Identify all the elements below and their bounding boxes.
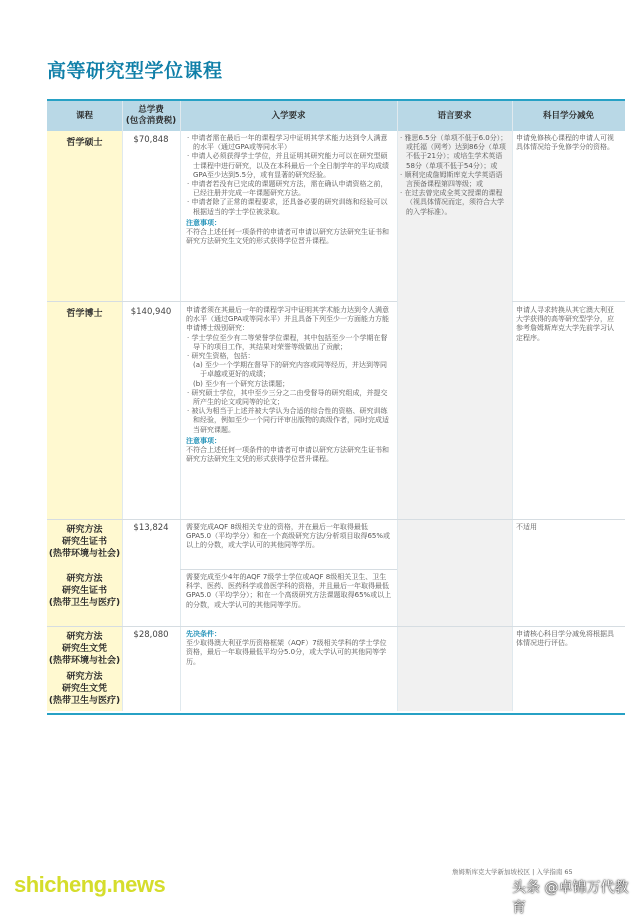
column-divider bbox=[397, 101, 398, 711]
table-header bbox=[47, 101, 625, 131]
note-text: 不符合上述任何一项条件的申请者可申请以研究方法研究生证书和研究方法研究生文凭的形式获得学位晋升课程。 bbox=[186, 446, 389, 464]
list-item: · 研究生资格，包括： bbox=[187, 352, 255, 361]
entry-text: 至少取得澳大利亚学历资格框架（AQF）7级相关学科的学士学位资格，最后一年取得最低平均分5.0分，或大学认可的其他同等学历。 bbox=[186, 639, 387, 666]
exemption-phd: 申请人寻求转换从其它澳大利亚大学获得的高等研究型学分，应参考詹姆斯库克大学先前学习认定程序。 bbox=[516, 306, 614, 342]
entry-mphil bbox=[186, 134, 392, 246]
fee-gd: $28,080 bbox=[133, 630, 169, 640]
row-divider bbox=[180, 569, 397, 570]
program-gd-env: 研究方法 研究生文凭 (热带环境与社会) bbox=[48, 632, 121, 666]
row-divider bbox=[512, 301, 625, 302]
language-column-bg bbox=[397, 131, 512, 711]
column-divider bbox=[512, 101, 513, 711]
note-text: 不符合上述任何一项条件的申请者可申请以研究方法研究生证书和研究方法研究生文凭的形式获得学位晋升课程。 bbox=[186, 228, 389, 246]
note-label: 注意事项： bbox=[186, 436, 221, 445]
exemption-mphil: 申请免修核心课程的申请人可视具体情况给予免修学分的资格。 bbox=[516, 134, 614, 152]
header-fee: 总学费 (包含消费税) bbox=[125, 105, 177, 126]
list-item: · 申请者除了正常的课程要求，还具备必要的研究训练和经验可以根据适当的学士学位被录取。 bbox=[187, 198, 388, 216]
row-divider bbox=[47, 626, 625, 627]
row-divider bbox=[47, 519, 625, 520]
header-program: 课程 bbox=[75, 110, 93, 121]
header-exemption: 科目学分减免 bbox=[542, 110, 594, 121]
header-entry: 入学要求 bbox=[271, 110, 306, 121]
list-item: · 被认为相当于上述并被大学认为合适的综合性的资格、研究训练和经验，例如至少一个同行评审出版物的高级作者，同时完成适当研究课题。 bbox=[187, 407, 389, 434]
column-divider bbox=[122, 101, 123, 711]
list-item: (a) 至少一个学期在督导下的研究内容或同等经历，并达到等同于卓越或更好的成绩； bbox=[193, 361, 387, 379]
row-divider bbox=[47, 301, 397, 302]
list-item: · 申请者若没有已完成的课题研究方法，需在确认申请资格之前，已经注册并完成一年课题研究方法。 bbox=[187, 180, 388, 198]
program-column-bg bbox=[47, 131, 122, 711]
column-divider bbox=[180, 101, 181, 711]
list-item: · 雅思6.5分（单项不低于6.0分）；或托福（网考）达到86分（单项不低于21分）；或培生学术英语58分（单项不低于54分）；或 bbox=[400, 134, 508, 170]
page-title: 高等研究型学位课程 bbox=[47, 60, 223, 82]
exemption-gc: 不适用 bbox=[516, 523, 537, 531]
language-requirements bbox=[399, 134, 509, 217]
list-item: · 顺利完成詹姆斯库克大学英语语言预备课程第四等级；或 bbox=[400, 170, 503, 189]
header-language: 语言要求 bbox=[437, 110, 472, 121]
entry-gc-health: 需要完成至少4年的AQF 7级学士学位或AQF 8级相关卫生、卫生科学、医药、医药科学或兽医学科的资格，并且最后一年取得最低GPA5.0（平均学分）；和在一个高级研究方法课题取得65%或以上的分数，或大学认可的其他同等学历。 bbox=[186, 573, 392, 609]
fee-mphil: $70,848 bbox=[133, 135, 169, 145]
list-item: · 研究硕士学位，其中至少三分之二由受督导的研究组成，并提交所产生的论文或同等的论文； bbox=[187, 388, 388, 407]
fee-phd: $140,940 bbox=[130, 307, 172, 317]
prereq-label: 先决条件： bbox=[186, 630, 221, 638]
page-footer: 詹姆斯库克大学新加坡校区 | 入学指南 65 bbox=[452, 868, 573, 876]
entry-gd bbox=[186, 630, 392, 667]
list-item: · 在过去曾完成全英文授课的课程（视具体情况而定，须符合大学的入学标准）。 bbox=[400, 189, 504, 216]
degree-table bbox=[47, 99, 625, 715]
exemption-gd: 申请核心科目学分减免将根据具体情况进行评估。 bbox=[516, 630, 614, 648]
entry-phd bbox=[186, 306, 392, 464]
program-gd-health: 研究方法 研究生文凭 (热带卫生与医疗) bbox=[48, 672, 121, 706]
list-item: · 申请人必须获得学士学位，并且证明其研究能力可以在研究型硕士课程中进行研究，以及在本科最后一个全日制学年的平均成绩GPA至少达到5.5分，或有显著的研究经验。 bbox=[187, 152, 389, 179]
list-item: (b) 至少有一个研究方法课题； bbox=[193, 379, 290, 388]
watermark-source: 头条 @卓锦万代教育 bbox=[512, 880, 629, 916]
program-gc-env: 研究方法 研究生证书 (热带环境与社会) bbox=[48, 525, 121, 559]
fee-gc: $13,824 bbox=[133, 523, 169, 533]
program-phd: 哲学博士 bbox=[66, 309, 103, 319]
note-label: 注意事项： bbox=[186, 218, 221, 227]
list-item: · 学士学位至少有二等荣誉学位课程，其中包括至少一个学期在督导下的项目工作，其结果对荣誉等级做出了贡献； bbox=[187, 333, 388, 351]
entry-intro: 申请者须在其最后一年的课程学习中证明其学术能力达到令人满意的水平（通过GPA或等同水平）并且具备下列至少一方面能力方能申请博士级别研究： bbox=[186, 306, 389, 333]
program-gc-health: 研究方法 研究生证书 (热带卫生与医疗) bbox=[48, 574, 121, 608]
watermark: shicheng.news bbox=[14, 872, 166, 897]
list-item: · 申请者需在最后一年的课程学习中证明其学术能力达到令人满意的水平（通过GPA或等同水平） bbox=[187, 134, 388, 152]
entry-gc-env: 需要完成AQF 8级相关专业的资格，并在最后一年取得最低GPA5.0（平均学分）和在一个高级研究方法/分析项目取得65%或以上的分数，或大学认可的其他同等学历。 bbox=[186, 523, 391, 550]
program-mphil: 哲学硕士 bbox=[66, 138, 103, 148]
